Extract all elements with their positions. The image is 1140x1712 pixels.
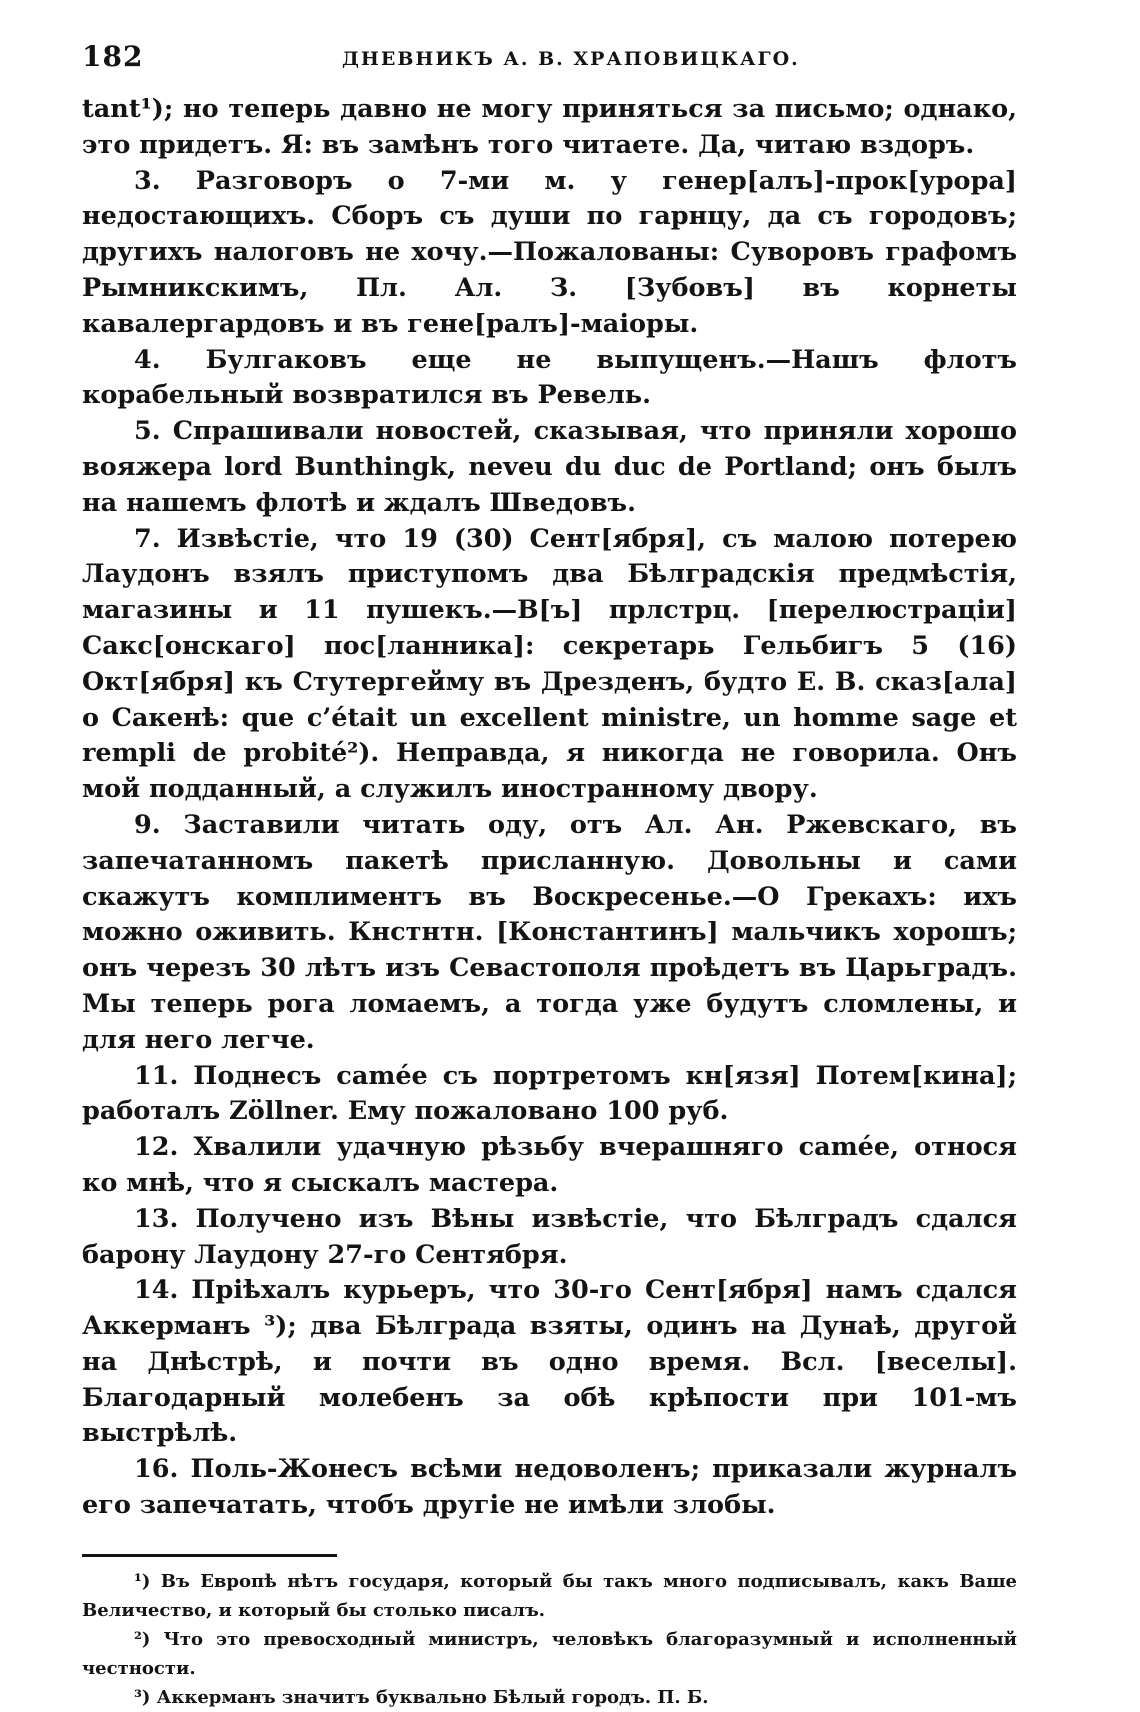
- paragraph-entry-14: 14. Пріѣхалъ курьеръ, что 30-го Сент[ября] намъ сдался Аккерманъ ³); два Бѣлграда взяты, одинъ на Дунаѣ, другой на Днѣстрѣ, и почти въ одно время. Всл. [веселы]. Благодарный молебенъ за обѣ крѣпости при 101-мъ выстрѣлѣ.: [82, 1275, 1017, 1449]
- paragraph-entry-9: 9. Заставили читать оду, отъ Ал. Ан. Ржевскаго, въ запечатанномъ пакетѣ присланную. Довольны и сами скажутъ комплиментъ въ Воскресенье.—О Грекахъ: ихъ можно оживить. Кнстнтн. [Константинъ] мальчикъ хорошъ; онъ черезъ 30 лѣтъ изъ Севастополя проѣдетъ въ Царьградъ. Мы теперь рога ломаемъ, а тогда уже будутъ сломлены, и для него легче.: [82, 809, 1017, 1055]
- paragraph-entry-7: 7. Извѣстіе, что 19 (30) Сент[ября], съ малою потерею Лаудонъ взялъ приступомъ два Бѣлградскія предмѣстія, магазины и 11 пушекъ.—В[ъ] прлстрц. [перелюстраціи] Сакс[онскаго] пос[ланника]: секретарь Гельбигъ 5 (16) Окт[ября] къ Стутергейму въ Дрезденъ, будто Е. В. сказ[ала] о Сакенѣ: que c’était un excellent ministre, un homme sage et rempli de probité²). Неправда, я никогда не говорила. Онъ мой подданный, а служилъ иностранному двору.: [82, 523, 1017, 805]
- paragraph-entry-4: 4. Булгаковъ еще не выпущенъ.—Нашъ флотъ корабельный возвратился въ Ревель.: [82, 344, 1017, 411]
- footnote-3: ³) Аккерманъ значитъ буквально Бѣлый городъ. П. Б.: [134, 1686, 709, 1708]
- paragraph-entry-16: 16. Поль-Жонесъ всѣми недоволенъ; приказали журналъ его запечатать, чтобъ другіе не имѣли злобы.: [82, 1454, 1017, 1521]
- paragraph-entry-12: 12. Хвалили удачную рѣзьбу вчерашняго camée, относя ко мнѣ, что я сыскалъ мастера.: [82, 1132, 1017, 1198]
- page-header: [82, 40, 1017, 80]
- footnote-2: ²) Что это превосходный министръ, человѣкъ благоразумный и исполненный честности.: [82, 1628, 1017, 1679]
- footnote-1: ¹) Въ Европѣ нѣтъ государя, который бы такъ много подписывалъ, какъ Ваше Величество, и который бы столько писалъ.: [82, 1570, 1017, 1621]
- paragraph-entry-3: 3. Разговоръ о 7-ми м. у генер[алъ]-прок[урора] недостающихъ. Сборъ съ души по гарнцу, да съ городовъ; другихъ налоговъ не хочу.—Пожалованы: Суворовъ графомъ Рымникскимъ, Пл. Ал. З. [Зубовъ] въ корнеты кавалергардовъ и въ гене[ралъ]-маіоры.: [82, 165, 1017, 339]
- paragraph-continuation: tant¹); но теперь давно не могу приняться за письмо; однако, это придетъ. Я: въ замѣнъ того читаете. Да, читаю вздоръ.: [82, 94, 1017, 160]
- footnote-divider: [82, 1554, 337, 1557]
- footnotes: [82, 1567, 1017, 1712]
- document-page: [82, 40, 1017, 1712]
- running-head: ДНЕВНИКЪ А. В. ХРАПОВИЦКАГО.: [342, 48, 800, 70]
- page-number: 182: [82, 40, 144, 73]
- paragraph-entry-5: 5. Спрашивали новостей, сказывая, что приняли хорошо вояжера lord Bunthingk, neveu du duc de Portland; онъ былъ на нашемъ флотѣ и ждалъ Шведовъ.: [82, 416, 1017, 518]
- body-text: [82, 92, 1017, 1524]
- paragraph-entry-11: 11. Поднесъ camée съ портретомъ кн[язя] Потем[кина]; работалъ Zöllner. Ему пожаловано 100 руб.: [82, 1060, 1017, 1127]
- paragraph-entry-13: 13. Получено изъ Вѣны извѣстіе, что Бѣлградъ сдался барону Лаудону 27-го Сентября.: [82, 1203, 1017, 1270]
